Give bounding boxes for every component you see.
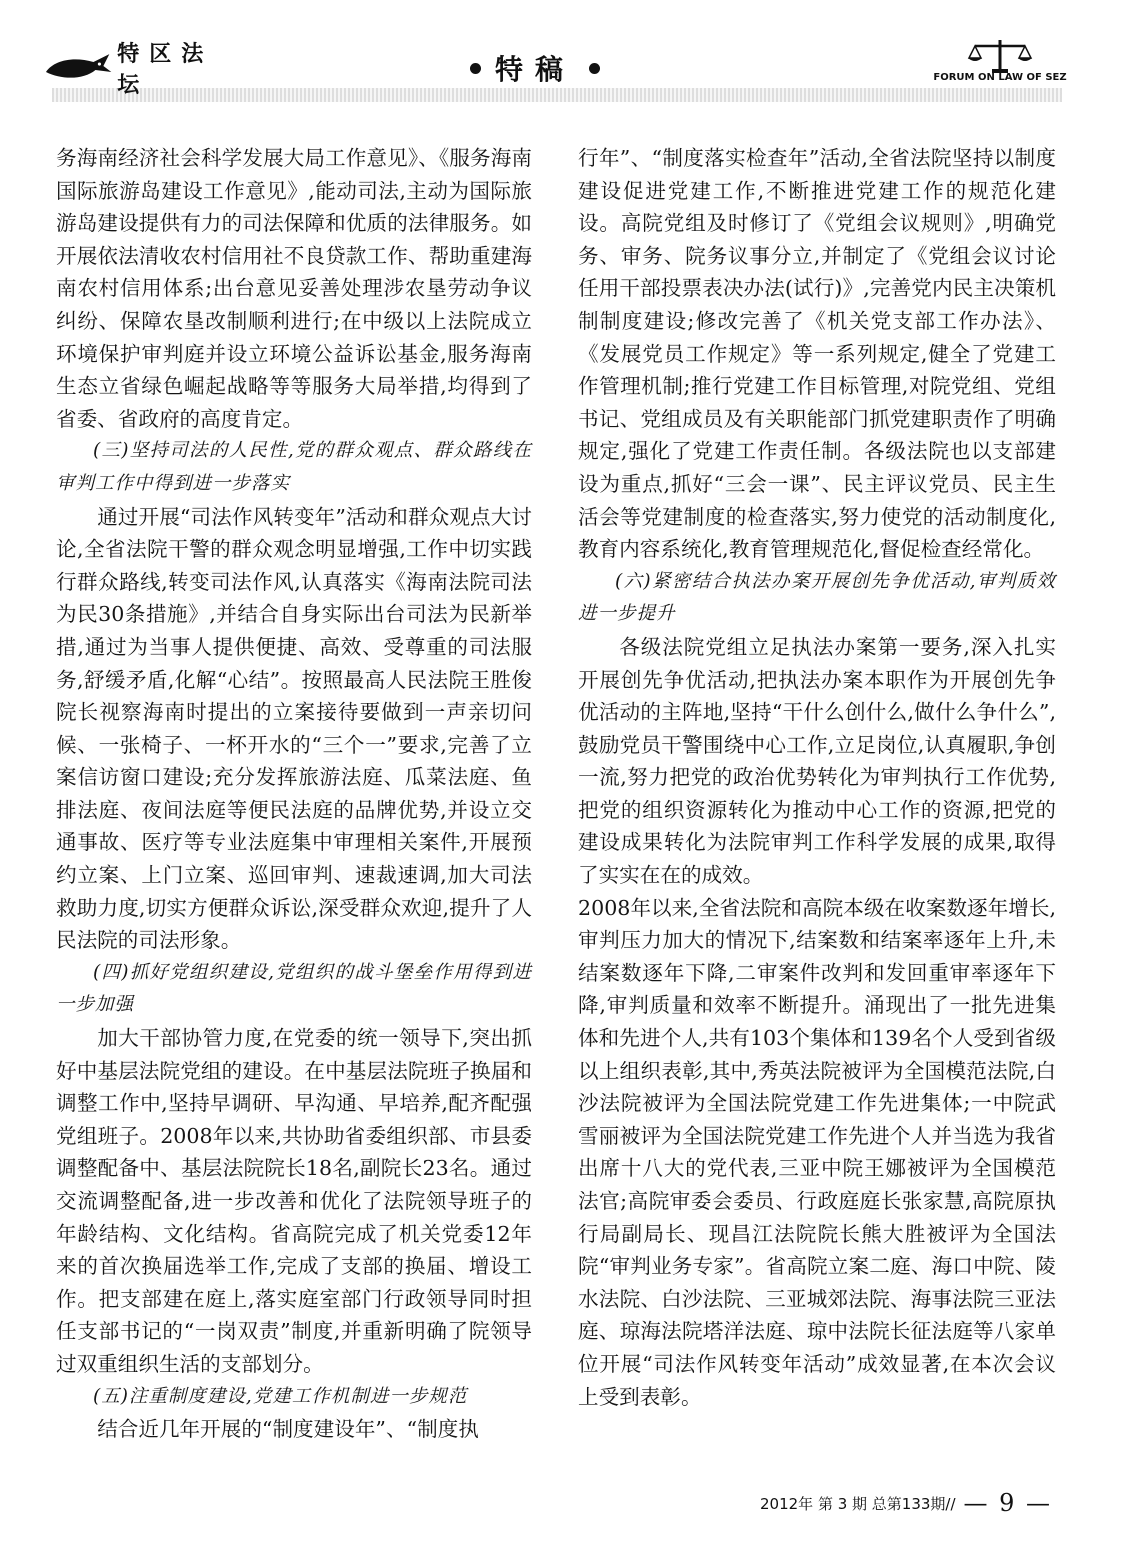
section-subheading: (四)抓好党组织建设,党组织的战斗堡垒作用得到进一步加强	[56, 961, 532, 1016]
section-title-text: 特稿	[495, 53, 576, 86]
left-column	[56, 142, 532, 1446]
section-title	[470, 48, 600, 88]
forum-logo	[930, 36, 1070, 96]
page-header	[0, 0, 1143, 110]
body-paragraph: 各级法院党组立足执法办案第一要务,深入扎实开展创先争优活动,把执法办案本职作为开展创先争优活动的主阵地,坚持“干什么创什么,做什么争什么”,鼓励党员干警围绕中心工作,立足岗位,认真履职,争创一流,努力把党的政治优势转化为审判执行工作优势,把党的组织资源转化为推动中心工作的资源,把党的建设成果转化为法院审判工作科学发展的成果,取得了实实在在的成效。	[578, 634, 1056, 888]
page-number: — 9 —	[963, 1489, 1053, 1517]
body-paragraph: 通过开展“司法作风转变年”活动和群众观点大讨论,全省法院干警的群众观念明显增强,工作中切实践行群众路线,转变司法作风,认真落实《海南法院司法为民30条措施》,并结合自身实际出台司法为民新举措,通过为当事人提供便捷、高效、受尊重的司法服务,舒缓矛盾,化解“心结”。按照最高人民法院王胜俊院长视察海南时提出的立案接待要做到一声亲切问候、一张椅子、一杯开水的“三个一”要求,完善了立案信访窗口建设;充分发挥旅游法庭、瓜菜法庭、鱼排法庭、夜间法庭等便民法庭的品牌优势,并设立交通事故、医疗等专业法庭集中审理相关案件,开展预约立案、上门立案、巡回审判、速裁速调,加大司法救助力度,切实方便群众诉讼,深受群众欢迎,提升了人民法院的司法形象。	[56, 504, 532, 953]
body-paragraph: 务海南经济社会科学发展大局工作意见》、《服务海南国际旅游岛建设工作意见》,能动司法,主动为国际旅游岛建设提供有力的司法保障和优质的法律服务。如开展依法清收农村信用社不良贷款工作、帮助重建海南农村信用体系;出台意见妥善处理涉农垦劳动争议纠纷、保障农垦改制顺利进行;在中级以上法院成立环境保护审判庭并设立环境公益诉讼基金,服务海南生态立省绿色崛起战略等等服务大局举措,均得到了省委、省政府的高度肯定。	[56, 146, 532, 431]
whale-icon	[44, 50, 113, 86]
body-paragraph: 2008年以来,全省法院和高院本级在收案数逐年增长,审判压力加大的情况下,结案数和结案率逐年上升,未结案数逐年下降,二审案件改判和发回重审率逐年下降,审判质量和效率不断提升。涌现出了一批先进集体和先进个人,共有103个集体和139名个人受到省级以上组织表彰,其中,秀英法院被评为全国模范法院,白沙法院被评为全国法院党建工作先进集体;一中院武雪丽被评为全国法院党建工作先进个人并当选为我省出席十八大的党代表,三亚中院王娜被评为全国模范法官;高院审委会委员、行政庭庭长张家慧,高院原执行局副局长、现昌江法院院长熊大胜被评为全国法院“审判业务专家”。省高院立案二庭、海口中院、陵水法院、白沙法院、三亚城郊法院、海事法院三亚法庭、琼海法院塔洋法庭、琼中法院长征法庭等八家单位开展“司法作风转变年活动”成效显著,在本次会议上受到表彰。	[578, 895, 1056, 1409]
issue-info: 2012年 第 3 期 总第133期//	[760, 1494, 956, 1513]
bullet-dot-icon	[589, 63, 600, 74]
body-paragraph: 结合近几年开展的“制度建设年”、“制度执	[97, 1417, 479, 1442]
bullet-dot-icon	[470, 63, 481, 74]
section-subheading: (五)注重制度建设,党建工作机制进一步规范	[93, 1385, 468, 1407]
section-subheading: (六)紧密结合执法办案开展创先争优活动,审判质效进一步提升	[578, 570, 1056, 625]
forum-text: FORUM ON LAW OF SEZ	[933, 72, 1067, 83]
right-column	[578, 142, 1056, 1413]
body-paragraph: 加大干部协管力度,在党委的统一领导下,突出抓好中基层法院党组的建设。在中基层法院班子换届和调整工作中,坚持早调研、早沟通、早培养,配齐配强党组班子。2008年以来,共协助省委组织部、市县委调整配备中、基层法院院长18名,副院长23名。通过交流调整配备,进一步改善和优化了法院领导班子的年龄结构、文化结构。省高院完成了机关党委12年来的首次换届选举工作,完成了支部的换届、增设工作。把支部建在庭上,落实庭室部门行政领导同时担任支部书记的“一岗双责”制度,并重新明确了院领导过双重组织生活的支部划分。	[56, 1026, 532, 1376]
section-subheading: (三)坚持司法的人民性,党的群众观点、群众路线在审判工作中得到进一步落实	[56, 440, 532, 494]
magazine-logo	[44, 42, 244, 98]
scales-of-justice-icon	[965, 36, 1035, 76]
page-footer	[760, 1488, 1060, 1518]
body-paragraph: 行年”、“制度落实检查年”活动,全省法院坚持以制度建设促进党建工作,不断推进党建工作的规范化建设。高院党组及时修订了《党组会议规则》,明确党务、审务、院务议事分立,并制定了《党组会议讨论任用干部投票表决办法(试行)》,完善党内民主决策机制制度建设;修改完善了《机关党支部工作办法》、《发展党员工作规定》等一系列规定,健全了党建工作管理机制;推行党建工作目标管理,对院党组、党组书记、党组成员及有关职能部门抓党建职责作了明确规定,强化了党建工作责任制。各级法院也以支部建设为重点,抓好“三会一课”、民主评议党员、民主生活会等党建制度的检查落实,努力使党的活动制度化,教育内容系统化,教育管理规范化,督促检查经常化。	[578, 146, 1056, 562]
magazine-name: 特区法坛	[117, 42, 214, 98]
